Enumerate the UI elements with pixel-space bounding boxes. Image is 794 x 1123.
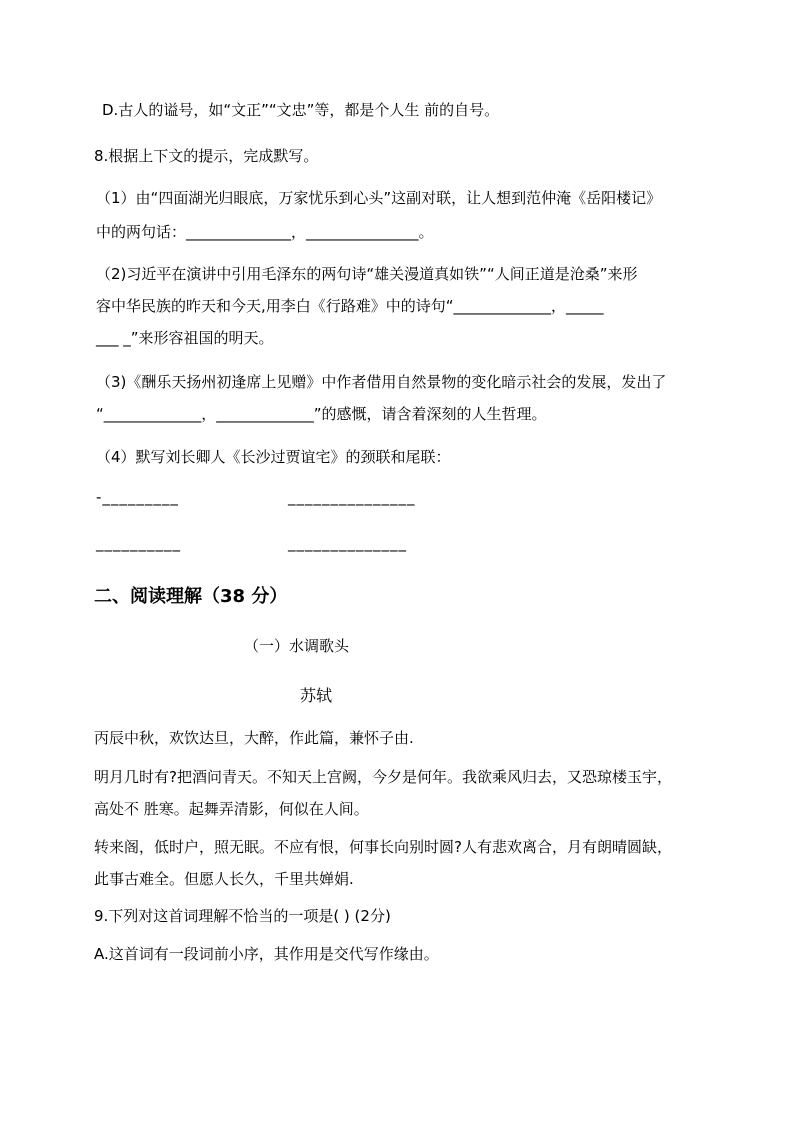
question-8-2-line-2: 容中华民族的昨天和今天,用李白《行路难》中的诗句“_____________，_____ — [96, 297, 604, 315]
question-8-1-line-2: 中的两句话：______________，_______________。 — [96, 223, 434, 241]
answer-blank[interactable]: ______________ — [288, 534, 407, 552]
question-9-text: 9.下列对这首词理解不恰当的一项是( ) (2分) — [94, 907, 391, 925]
question-8-4-text: （4）默写刘长卿人《长沙过贾谊宅》的颈联和尾联： — [96, 448, 451, 466]
poem-stanza-2-line-1: 转来阁，低时户，照无眠。不应有恨，何事长向别时圆?人有悲欢离合，月有朗晴圆缺， — [94, 838, 672, 856]
question-8-heading: 8.根据上下文的提示，完成默写。 — [94, 147, 319, 165]
poem-title: （一）水调歌头 — [244, 637, 350, 655]
answer-blank[interactable]: _______________ — [288, 488, 416, 506]
question-8-1-line-1: （1）由“四面湖光归眼底，万家忧乐到心头”这副对联，让人想到范仲淹《岳阳楼记》 — [96, 189, 662, 207]
question-8-3-line-1: （3)《酬乐天扬州初逢席上见赠》中作者借用自然景物的变化暗示社会的发展，发出了 — [96, 373, 667, 391]
poem-stanza-1-line-1: 明月几时有?把酒问青天。不知天上宫阙，今夕是何年。我欲乘风归去，又恐琼楼玉宇， — [94, 768, 672, 786]
question-8-2-line-3: ___ _”来形容祖国的明天。 — [96, 329, 274, 347]
option-d-text: D.古人的谥号，如“文正”“文忠”等，都是个人生 前的自号。 — [102, 101, 500, 119]
poem-preface: 丙辰中秋，欢饮达旦，大醉，作此篇，兼怀子由. — [94, 729, 414, 747]
answer-blank[interactable]: -_________ — [96, 488, 179, 506]
section-2-heading: 二、阅读理解（38 分） — [94, 586, 288, 607]
question-8-2-line-1: （2)习近平在演讲中引用毛泽东的两句诗“雄关漫道真如铁”“人间正道是沧桑”来形 — [96, 265, 638, 283]
answer-blank[interactable]: __________ — [96, 534, 181, 552]
poem-stanza-1-line-2: 高处不 胜寒。起舞弄清影，何似在人间。 — [94, 800, 369, 818]
question-9-option-a: A.这首词有一段词前小序，其作用是交代写作缘由。 — [94, 945, 439, 963]
poem-author: 苏轼 — [300, 686, 333, 705]
poem-stanza-2-line-2: 此事古难全。但愿人长久，千里共婵娟. — [94, 870, 354, 888]
question-8-3-line-2: “_____________，_____________”的感慨，请含着深刻的人生哲理。 — [96, 405, 547, 423]
